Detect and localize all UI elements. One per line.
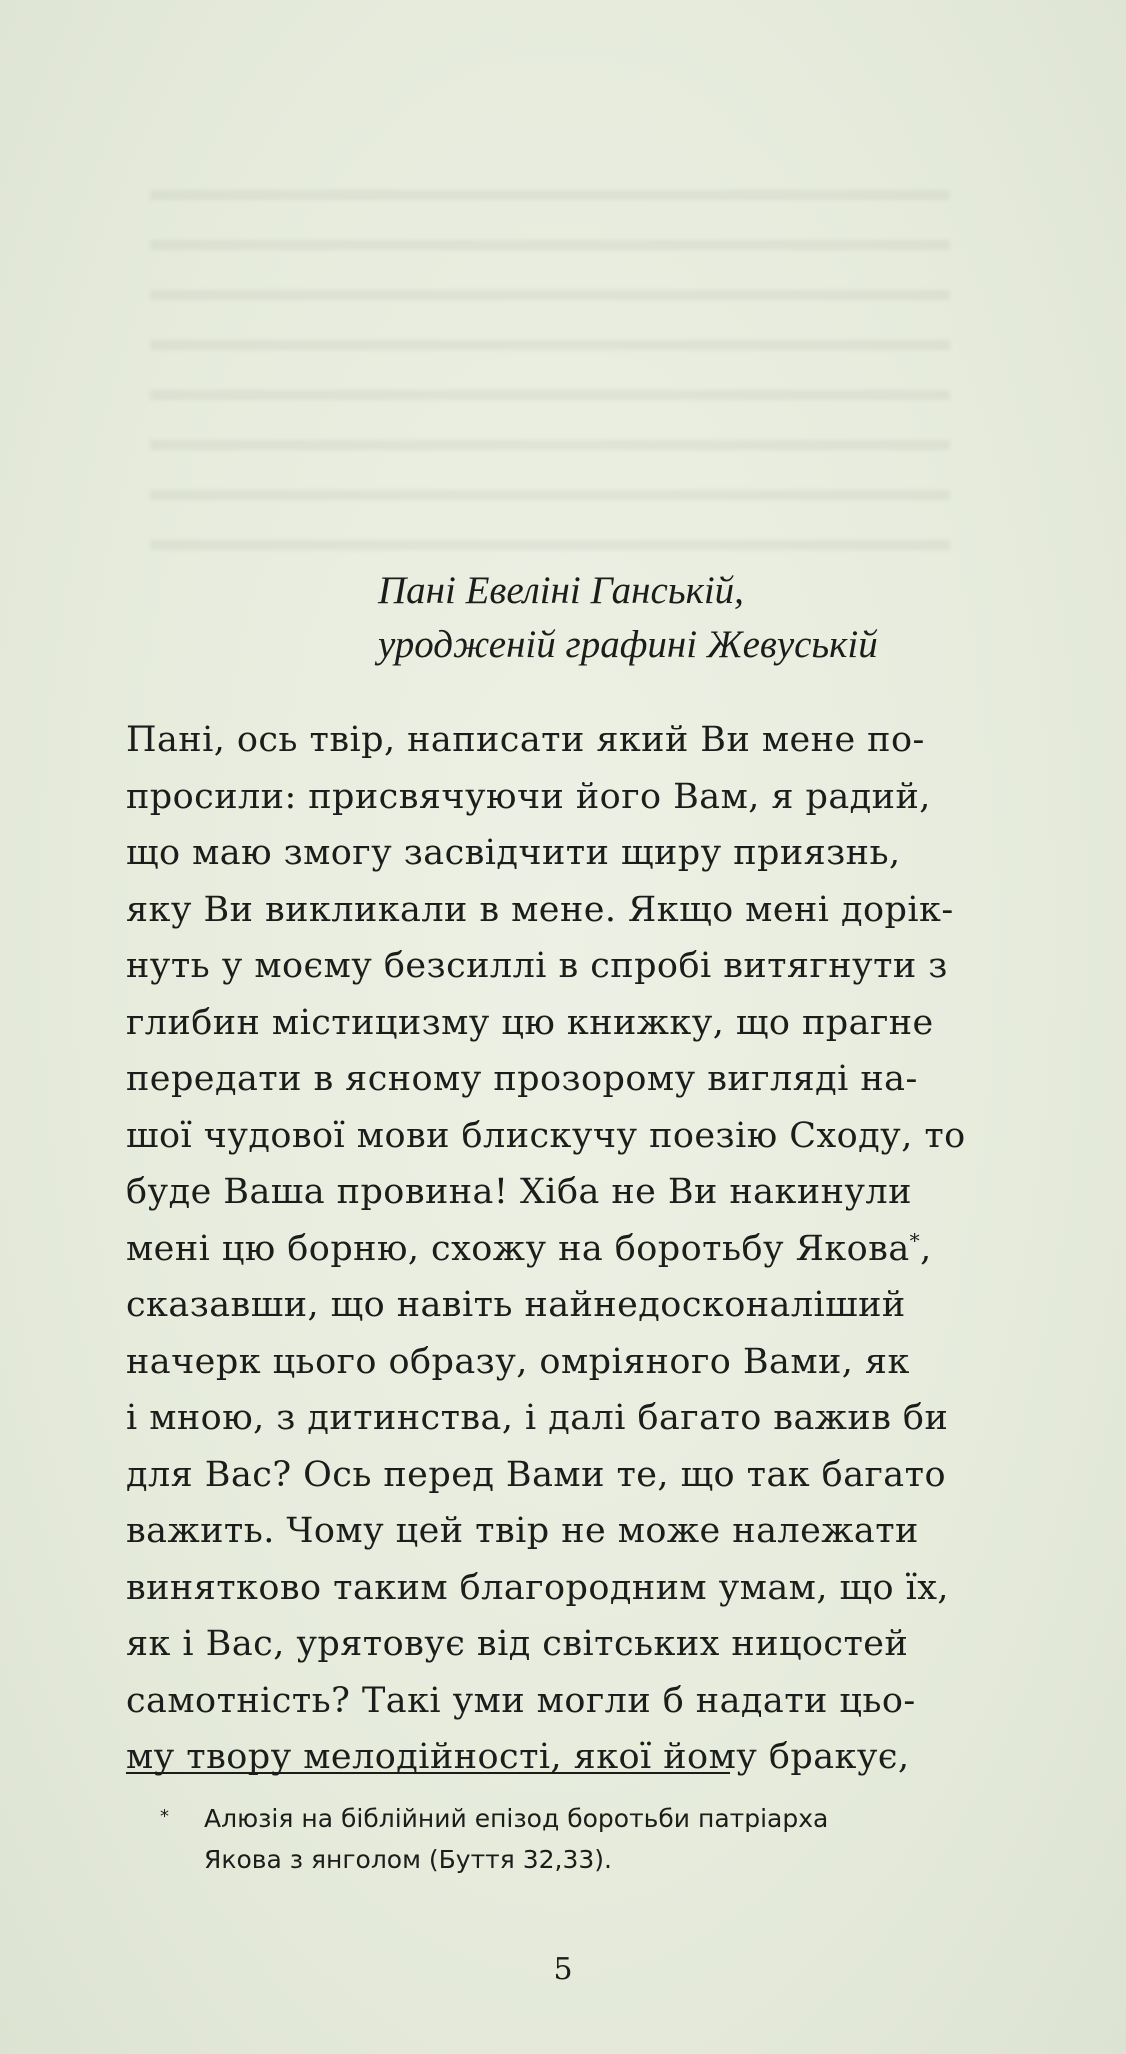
body-line: самотність? Такі уми могли б надати цьо- [126,1680,916,1721]
body-line: передати в ясному прозорому вигляді на- [126,1059,918,1099]
body-line: важить. Чому цей твір не може належати [126,1511,919,1551]
body-line: що маю змогу засвідчити щиру приязнь, [126,833,901,873]
show-through-texture [150,150,950,590]
footnote-line-2: Якова з янголом (Буття 32,33). [204,1845,612,1874]
body-line: му твору мелодійності, якої йому бракує, [126,1737,910,1777]
dedication-line-1: Пані Евеліні Ганській, [378,569,744,612]
body-line: просили: присвячуючи його Вам, я радий, [126,776,931,817]
body-line: шої чудової мови блискучу поезію Сходу, то [126,1115,966,1156]
body-line: для Вас? Ось перед Вами те, що так багато [126,1454,946,1495]
body-line-text: мені цю борню, схожу на боротьбу Якова [126,1228,910,1269]
footnote [160,1798,950,1880]
body-line-tail: , [920,1228,932,1269]
body-line: буде Ваша провина! Хіба не Ви накинули [126,1172,912,1212]
body-line: начерк цього образу, омріяного Вами, як [126,1341,910,1382]
body-line: глибин містицизму цю книжку, що прагне [126,1002,934,1043]
dedication [378,564,938,672]
body-line: винятково таким благородним умам, що їх, [126,1567,949,1608]
body-line-with-footnote [126,1221,936,1278]
body-text [126,712,966,1786]
footnote-marker: * [160,1806,169,1827]
footnote-reference: * [909,1227,921,1252]
body-line: нуть у моєму безсиллі в спробі витягнути з [126,946,948,986]
footnote-line-1: Алюзія на біблійний епізод боротьби патріарха [204,1804,829,1833]
footnote-divider [126,1772,730,1774]
body-line: Пані, ось твір, написати який Ви мене по- [126,720,925,760]
body-line: яку Ви викликали в мене. Якщо мені дорік- [126,889,954,930]
page-number: 5 [553,1952,573,1987]
body-line: сказавши, що навіть найнедосконаліший [126,1285,906,1325]
body-line: і мною, з дитинства, і далі багато важив би [126,1398,949,1438]
body-line: як і Вас, урятовує від світських ницостей [126,1624,909,1664]
dedication-line-2: уродженій графині Жевуській [378,623,878,666]
